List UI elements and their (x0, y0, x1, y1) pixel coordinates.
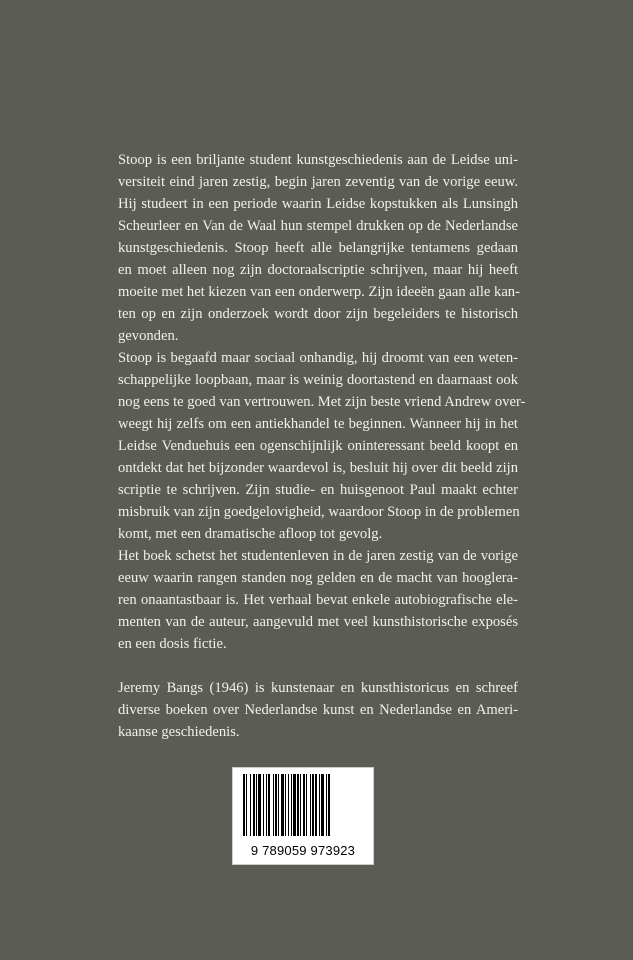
barcode-bar (246, 774, 247, 836)
barcode-bar (303, 774, 305, 836)
barcode-bar (310, 774, 311, 836)
text-line: eeuw waarin rangen standen nog gelden en de macht van hooglera- (118, 570, 518, 586)
text-line: Stoop is een briljante student kunstgeschiedenis aan de Leidse uni- (118, 152, 518, 168)
author-bio (118, 677, 518, 743)
text-line: versiteit eind jaren zestig, begin jaren zeventig van de vorige eeuw. (118, 174, 518, 190)
barcode-bar (250, 774, 251, 836)
blurb-text (118, 149, 526, 743)
text-line: Jeremy Bangs (1946) is kunstenaar en kunsthistoricus en schreef (118, 680, 518, 696)
text-line: Stoop is begaafd maar sociaal onhandig, hij droomt van een weten- (118, 350, 518, 366)
text-line: moeite met het kiezen van een onderwerp. Zijn ideeën gaan alle kan- (118, 284, 520, 300)
barcode-bar (297, 774, 299, 836)
text-line: kaanse geschiedenis. (118, 724, 240, 740)
barcode-bar (321, 774, 324, 836)
text-line: menten van de auteur, aangevuld met veel kunsthistorische exposés (118, 614, 518, 630)
text-line: weegt hij zelfs om een antiekhandel te beginnen. Wanneer hij in het (118, 416, 518, 432)
barcode-bar (306, 774, 307, 836)
barcode-bar (268, 774, 270, 836)
barcode-bar (273, 774, 274, 836)
barcode-bar (293, 774, 296, 836)
barcode-bar (266, 774, 267, 836)
barcode-bar (326, 774, 327, 836)
paragraph-1 (118, 149, 518, 347)
barcode-bar (263, 774, 264, 836)
barcode-bar (278, 774, 279, 836)
barcode-bar (285, 774, 286, 836)
barcode-bar (256, 774, 257, 836)
barcode-bar (243, 774, 245, 836)
barcode-bar (281, 774, 284, 836)
barcode-bar (253, 774, 255, 836)
text-line: Het boek schetst het studentenleven in de jaren zestig van de vorige (118, 548, 518, 564)
text-line: komt, met een dramatische afloop tot gevolg. (118, 526, 383, 542)
text-line: ren onaantastbaar is. Het verhaal bevat enkele autobiografische ele- (118, 592, 518, 608)
text-line: ten op en zijn onderzoek wordt door zijn begeleiders te historisch (118, 306, 518, 322)
text-line: Hij studeert in een periode waarin Leidse kopstukken als Lunsingh (118, 196, 518, 212)
text-line: kunstgeschiedenis. Stoop heeft alle belangrijke tentamens gedaan (118, 240, 518, 256)
text-line: diverse boeken over Nederlandse kunst en Nederlandse en Ameri- (118, 702, 518, 718)
barcode-bar (291, 774, 292, 836)
text-line: schappelijke loopbaan, maar is weinig doortastend en daarnaast ook (118, 372, 518, 388)
barcode-bar (328, 774, 330, 836)
text-line: ontdekt dat het bijzonder waardevol is, besluit hij over dit beeld zijn (118, 460, 518, 476)
text-line: Scheurleer en Van de Waal hun stempel drukken op de Nederlandse (118, 218, 518, 234)
text-line: Leidse Venduehuis een ogenschijnlijk oninteressant beeld koopt en (118, 438, 518, 454)
barcode-bar (300, 774, 301, 836)
paragraph-3 (118, 545, 518, 655)
barcode-bar (312, 774, 314, 836)
paragraph-2 (118, 347, 526, 545)
barcode-bar (288, 774, 289, 836)
barcode-number: 9 789059 973923 (250, 843, 356, 858)
text-line: scriptie te schrijven. Zijn studie- en huisgenoot Paul maakt echter (118, 482, 518, 498)
text-line: en moet alleen nog zijn doctoraalscriptie schrijven, maar hij heeft (118, 262, 518, 278)
isbn-barcode (232, 767, 374, 865)
barcode-bar (258, 774, 261, 836)
barcode-bars (233, 768, 373, 843)
barcode-bar (275, 774, 277, 836)
barcode-bar (319, 774, 320, 836)
text-line: gevonden. (118, 328, 179, 344)
text-line: misbruik van zijn goedgelovigheid, waardoor Stoop in de problemen (118, 504, 520, 520)
barcode-bar (315, 774, 317, 836)
text-line: nog eens te goed van vertrouwen. Met zijn beste vriend Andrew over- (118, 394, 526, 410)
text-line: en een dosis fictie. (118, 636, 227, 652)
